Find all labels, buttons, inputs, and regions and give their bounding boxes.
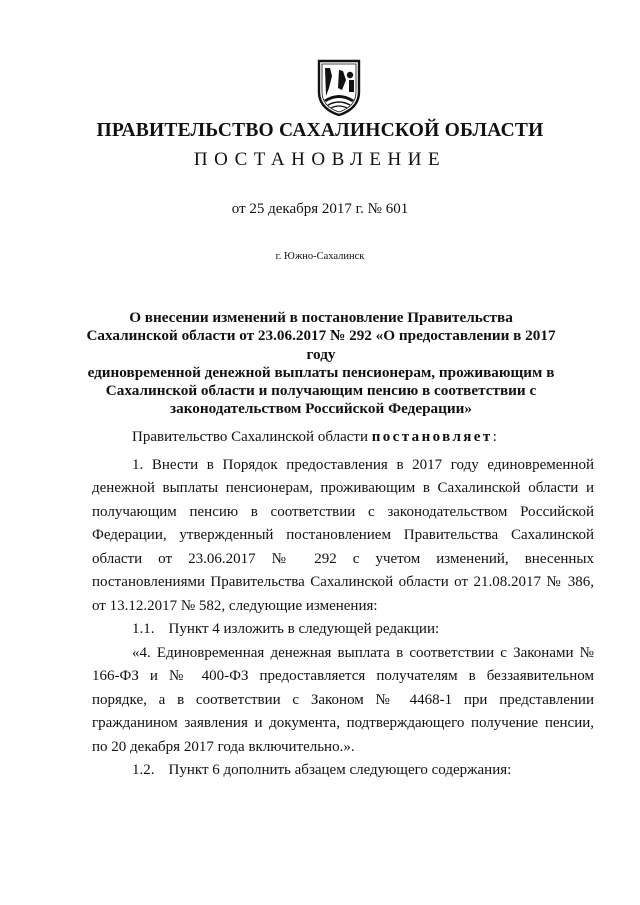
quoted-paragraph: «4. Единовременная денежная выплата в соответствии с Законами № 166-ФЗ и № 400-ФЗ предоставляется получателям в беззаявительном порядке, а в соответствии с Законом № 4468-1 при представлении гражданином заявления и документа, подтверждающего получение пенсии, по 20 декабря 2017 года включительно.». xyxy=(92,644,594,755)
document-date-number: от 25 декабря 2017 г. № 601 xyxy=(231,201,409,217)
intro-paragraph xyxy=(92,426,594,450)
intro-text: Правительство Сахалинской области xyxy=(132,429,372,445)
item-1-2-number: 1.2. xyxy=(132,762,155,778)
subject-line: О внесении изменений в постановление Правительства xyxy=(129,309,513,326)
document-body xyxy=(92,426,594,783)
item-1-1-text: Пункт 4 изложить в следующей редакции: xyxy=(168,621,440,637)
document-subject xyxy=(78,309,564,419)
intro-colon: : xyxy=(492,429,497,445)
item-1-2-text: Пункт 6 дополнить абзацем следующего содержания: xyxy=(168,762,512,778)
document-type: ПОСТАНОВЛЕНИЕ xyxy=(193,149,447,170)
item-1-1-paragraph xyxy=(92,618,594,642)
subject-line: единовременной денежной выплаты пенсионерам, проживающим в xyxy=(87,363,555,381)
item-1-2-paragraph xyxy=(92,759,594,783)
document-city: г. Южно-Сахалинск xyxy=(275,251,365,262)
coat-of-arms-icon xyxy=(316,58,362,116)
intro-verb: постановляет xyxy=(371,429,493,445)
item-1-paragraph: 1. Внести в Порядок предоставления в 2017 году единовременной денежной выплаты пенсионерам, проживающим в Сахалинской области и получающим пенсию в соответствии с законодательством Российской Федерации, утвержденный постановлением Правительства Сахалинской области от 23.06.2017 № 292 с учетом изменений, внесенных постановлениями Правительства Сахалинской области от 21.08.2017 № 386, от 13.12.2017 № 582, следующие изменения: xyxy=(92,456,594,614)
organization-title: ПРАВИТЕЛЬСТВО САХАЛИНСКОЙ ОБЛАСТИ xyxy=(96,120,544,141)
subject-line: Сахалинской области от 23.06.2017 № 292 «О предоставлении в 2017 году xyxy=(86,327,556,363)
item-1-1-number: 1.1. xyxy=(132,621,155,637)
subject-line: Сахалинской области и получающим пенсию в соответствии с xyxy=(105,382,537,400)
subject-line: законодательством Российской Федерации» xyxy=(170,400,472,418)
